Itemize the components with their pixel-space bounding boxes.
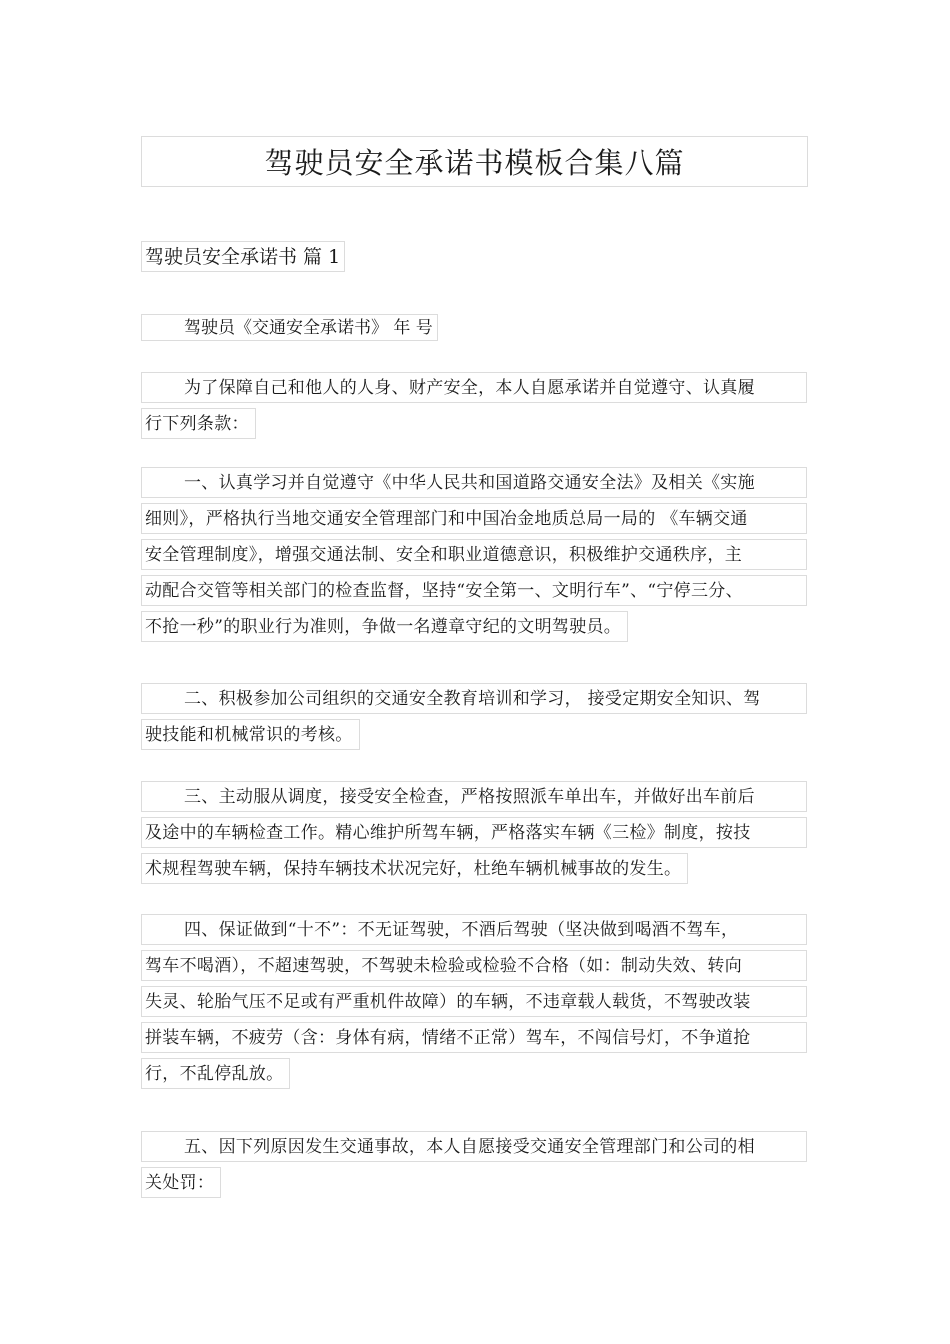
paragraph-line: 为了保障自己和他人的人身、财产安全，本人自愿承诺并自觉遵守、认真履 [141,372,807,403]
paragraph-line: 拼装车辆，不疲劳（含：身体有病，情绪不正常）驾车，不闯信号灯，不争道抢 [141,1022,807,1053]
paragraph-line: 一、认真学习并自觉遵守《中华人民共和国道路交通安全法》及相关《实施 [141,467,807,498]
paragraph-line: 及途中的车辆检查工作。精心维护所驾车辆，严格落实车辆《三检》制度，按技 [141,817,807,848]
paragraph-line: 驶技能和机械常识的考核。 [141,719,360,750]
section-heading: 驾驶员安全承诺书 篇 1 [141,241,345,272]
paragraph-line: 安全管理制度》，增强交通法制、安全和职业道德意识，积极维护交通秩序，主 [141,539,807,570]
paragraph-line: 二、积极参加公司组织的交通安全教育培训和学习， 接受定期安全知识、驾 [141,683,807,714]
paragraph-clause-2 [141,683,807,759]
paragraph-clause-3 [141,781,807,893]
paragraph-line: 五、因下列原因发生交通事故，本人自愿接受交通安全管理部门和公司的相 [141,1131,807,1162]
paragraph-line: 三、主动服从调度，接受安全检查，严格按照派车单出车，并做好出车前后 [141,781,807,812]
paragraph-line: 行下列条款： [141,408,256,439]
commitment-heading: 驾驶员《交通安全承诺书》 年 号 [141,314,438,341]
paragraph-clause-1 [141,467,807,651]
paragraph-clause-5 [141,1131,807,1207]
paragraph-line: 不抢一秒”的职业行为准则，争做一名遵章守纪的文明驾驶员。 [141,611,628,642]
paragraph-line: 失灵、轮胎气压不足或有严重机件故障）的车辆，不违章载人载货，不驾驶改装 [141,986,807,1017]
paragraph-line: 动配合交管等相关部门的检查监督，坚持“安全第一、文明行车”、“宁停三分、 [141,575,807,606]
paragraph-line: 行，不乱停乱放。 [141,1058,290,1089]
paragraph-line: 术规程驾驶车辆，保持车辆技术状况完好，杜绝车辆机械事故的发生。 [141,853,688,884]
paragraph-line: 关处罚： [141,1167,221,1198]
paragraph-clause-4 [141,914,807,1098]
paragraph-line: 细则》，严格执行当地交通安全管理部门和中国冶金地质总局一局的 《车辆交通 [141,503,807,534]
document-title: 驾驶员安全承诺书模板合集八篇 [141,136,808,187]
paragraph-line: 四、保证做到“十不”：不无证驾驶，不酒后驾驶（坚决做到喝酒不驾车， [141,914,807,945]
paragraph-line: 驾车不喝酒），不超速驾驶，不驾驶未检验或检验不合格（如：制动失效、转向 [141,950,807,981]
paragraph-intro [141,372,807,448]
